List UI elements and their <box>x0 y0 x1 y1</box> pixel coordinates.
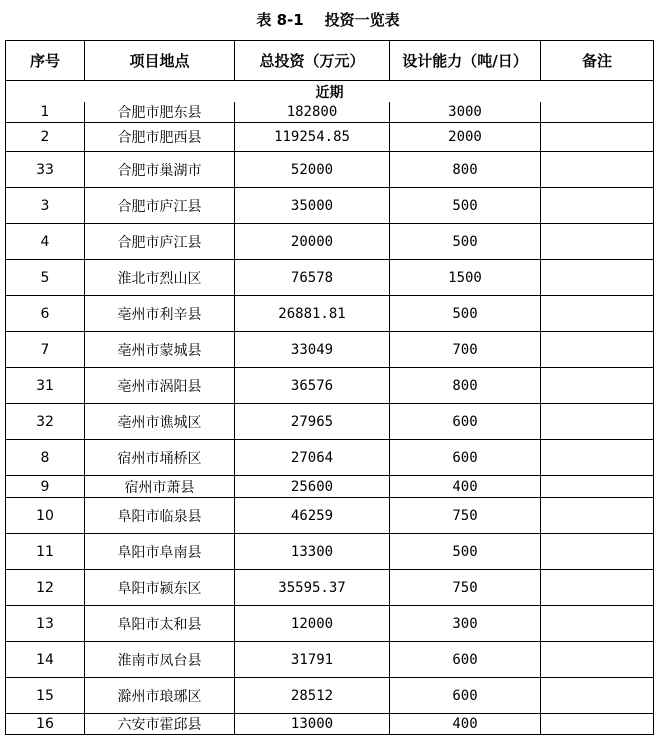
cell-investment: 35000 <box>235 188 390 224</box>
table-row <box>6 152 654 188</box>
cell-capacity: 800 <box>390 368 541 404</box>
cell-no: 2 <box>6 123 85 152</box>
table-row <box>6 296 654 332</box>
cell-note <box>541 123 654 152</box>
cell-no: 1 <box>6 102 85 123</box>
cell-capacity: 500 <box>390 224 541 260</box>
cell-investment: 27064 <box>235 440 390 476</box>
table-row <box>6 714 654 735</box>
cell-location: 宿州市萧县 <box>85 476 235 498</box>
cell-note <box>541 332 654 368</box>
cell-investment: 31791 <box>235 642 390 678</box>
cell-location: 淮南市凤台县 <box>85 642 235 678</box>
cell-no: 11 <box>6 534 85 570</box>
table-title: 表 8-1 投资一览表 <box>256 10 400 29</box>
cell-investment: 35595.37 <box>235 570 390 606</box>
cell-investment: 25600 <box>235 476 390 498</box>
cell-investment: 182800 <box>235 102 390 123</box>
cell-no: 31 <box>6 368 85 404</box>
header-no: 序号 <box>6 41 85 81</box>
cell-capacity: 500 <box>390 296 541 332</box>
table-row <box>6 368 654 404</box>
cell-no: 8 <box>6 440 85 476</box>
cell-investment: 12000 <box>235 606 390 642</box>
cell-no: 32 <box>6 404 85 440</box>
cell-note <box>541 404 654 440</box>
cell-location: 亳州市利辛县 <box>85 296 235 332</box>
cell-capacity: 1500 <box>390 260 541 296</box>
cell-capacity: 600 <box>390 440 541 476</box>
cell-location: 宿州市埇桥区 <box>85 440 235 476</box>
cell-no: 7 <box>6 332 85 368</box>
cell-location: 滁州市琅琊区 <box>85 678 235 714</box>
cell-note <box>541 296 654 332</box>
table-row <box>6 534 654 570</box>
cell-location: 阜阳市颍东区 <box>85 570 235 606</box>
cell-note <box>541 368 654 404</box>
cell-no: 13 <box>6 606 85 642</box>
cell-location: 合肥市肥东县 <box>85 102 235 123</box>
cell-capacity: 700 <box>390 332 541 368</box>
investment-table <box>5 40 654 735</box>
cell-location: 亳州市涡阳县 <box>85 368 235 404</box>
cell-capacity: 400 <box>390 714 541 735</box>
cell-no: 15 <box>6 678 85 714</box>
cell-note <box>541 224 654 260</box>
cell-no: 16 <box>6 714 85 735</box>
cell-capacity: 600 <box>390 678 541 714</box>
table-row <box>6 404 654 440</box>
section-label: 近期 <box>6 81 654 103</box>
cell-no: 12 <box>6 570 85 606</box>
cell-location: 阜阳市临泉县 <box>85 498 235 534</box>
cell-note <box>541 534 654 570</box>
table-row <box>6 476 654 498</box>
cell-note <box>541 570 654 606</box>
cell-no: 4 <box>6 224 85 260</box>
cell-capacity: 3000 <box>390 102 541 123</box>
cell-no: 10 <box>6 498 85 534</box>
cell-investment: 13300 <box>235 534 390 570</box>
cell-no: 3 <box>6 188 85 224</box>
cell-note <box>541 476 654 498</box>
cell-note <box>541 714 654 735</box>
cell-location: 阜阳市阜南县 <box>85 534 235 570</box>
table-row <box>6 332 654 368</box>
cell-capacity: 750 <box>390 570 541 606</box>
header-investment: 总投资（万元） <box>235 41 390 81</box>
cell-no: 5 <box>6 260 85 296</box>
table-row <box>6 498 654 534</box>
cell-location: 合肥市巢湖市 <box>85 152 235 188</box>
cell-investment: 33049 <box>235 332 390 368</box>
cell-location: 淮北市烈山区 <box>85 260 235 296</box>
cell-note <box>541 102 654 123</box>
cell-note <box>541 260 654 296</box>
cell-capacity: 800 <box>390 152 541 188</box>
cell-investment: 28512 <box>235 678 390 714</box>
cell-note <box>541 152 654 188</box>
header-row <box>6 41 654 81</box>
cell-capacity: 300 <box>390 606 541 642</box>
cell-location: 合肥市肥西县 <box>85 123 235 152</box>
cell-investment: 13000 <box>235 714 390 735</box>
header-location: 项目地点 <box>85 41 235 81</box>
cell-investment: 52000 <box>235 152 390 188</box>
cell-location: 阜阳市太和县 <box>85 606 235 642</box>
table-row <box>6 642 654 678</box>
cell-no: 6 <box>6 296 85 332</box>
header-capacity: 设计能力（吨/日） <box>390 41 541 81</box>
table-row <box>6 224 654 260</box>
cell-location: 合肥市庐江县 <box>85 188 235 224</box>
section-row <box>6 81 654 103</box>
table-row <box>6 102 654 123</box>
cell-investment: 20000 <box>235 224 390 260</box>
cell-investment: 27965 <box>235 404 390 440</box>
cell-investment: 26881.81 <box>235 296 390 332</box>
cell-note <box>541 678 654 714</box>
cell-location: 合肥市庐江县 <box>85 224 235 260</box>
cell-capacity: 2000 <box>390 123 541 152</box>
cell-capacity: 400 <box>390 476 541 498</box>
cell-note <box>541 440 654 476</box>
table-row <box>6 570 654 606</box>
cell-capacity: 600 <box>390 642 541 678</box>
cell-no: 14 <box>6 642 85 678</box>
cell-no: 9 <box>6 476 85 498</box>
table-row <box>6 188 654 224</box>
cell-capacity: 750 <box>390 498 541 534</box>
cell-investment: 46259 <box>235 498 390 534</box>
cell-capacity: 600 <box>390 404 541 440</box>
cell-location: 亳州市谯城区 <box>85 404 235 440</box>
cell-note <box>541 606 654 642</box>
cell-capacity: 500 <box>390 534 541 570</box>
cell-investment: 119254.85 <box>235 123 390 152</box>
table-row <box>6 440 654 476</box>
header-note: 备注 <box>541 41 654 81</box>
cell-investment: 76578 <box>235 260 390 296</box>
cell-location: 亳州市蒙城县 <box>85 332 235 368</box>
cell-note <box>541 642 654 678</box>
table-row <box>6 606 654 642</box>
cell-location: 六安市霍邱县 <box>85 714 235 735</box>
table-row <box>6 678 654 714</box>
cell-note <box>541 188 654 224</box>
cell-investment: 36576 <box>235 368 390 404</box>
cell-no: 33 <box>6 152 85 188</box>
table-row <box>6 260 654 296</box>
cell-note <box>541 498 654 534</box>
cell-capacity: 500 <box>390 188 541 224</box>
table-row <box>6 123 654 152</box>
